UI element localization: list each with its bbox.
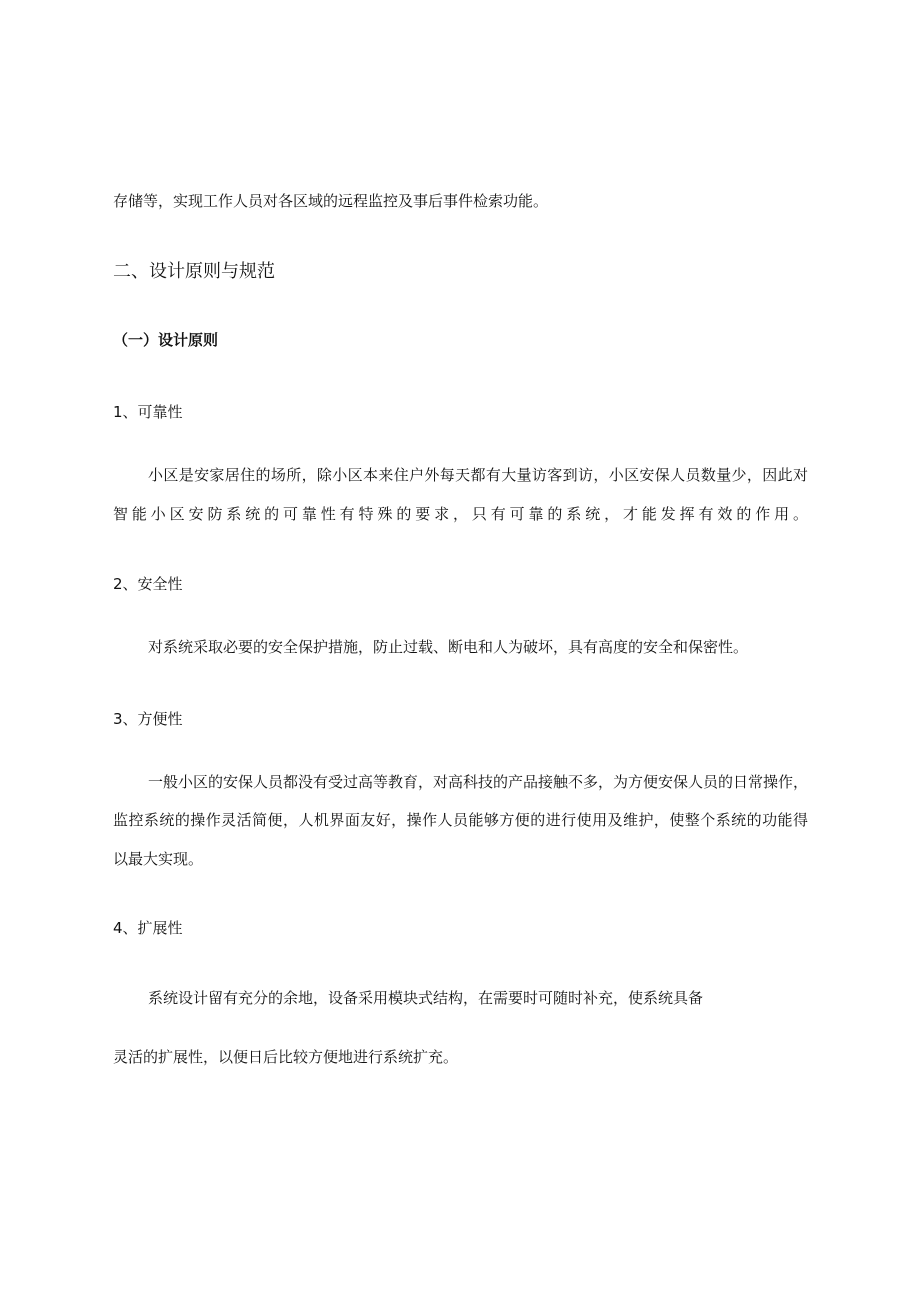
section-heading: 二、设计原则与规范	[113, 261, 275, 282]
convenience-paragraph-line-3: 以最大实现。	[113, 850, 204, 868]
reliability-paragraph-line-1: 小区是安家居住的场所，除小区本来住户外每天都有大量访客到访，小区安保人员数量少，因此对	[148, 466, 808, 484]
convenience-paragraph-line-1: 一般小区的安保人员都没有受过高等教育，对高科技的产品接触不多，为方便安保人员的日常操作，	[148, 773, 809, 791]
scalability-paragraph-line-2: 灵活的扩展性，以便日后比较方便地进行系统扩充。	[113, 1048, 459, 1066]
reliability-paragraph-line-2: 智能小区安防系统的可靠性有特殊的要求，只有可靠的系统，才能发挥有效的作用。	[113, 505, 808, 523]
item-heading-reliability: 1、可靠性	[113, 403, 183, 421]
convenience-paragraph-line-2: 监控系统的操作灵活简便，人机界面友好，操作人员能够方便的进行使用及维护，使整个系统的功能得	[113, 811, 808, 829]
paragraph-continuation-line: 存储等，实现工作人员对各区域的远程监控及事后事件检索功能。	[113, 192, 549, 210]
security-paragraph-line-1: 对系统采取必要的安全保护措施，防止过载、断电和人为破坏，具有高度的安全和保密性。	[148, 638, 749, 656]
scalability-paragraph-line-1: 系统设计留有充分的余地，设备采用模块式结构，在需要时可随时补充，使系统具备	[148, 989, 704, 1007]
item-heading-convenience: 3、方便性	[113, 710, 183, 728]
item-heading-scalability: 4、扩展性	[113, 919, 183, 937]
subsection-heading: （一）设计原则	[113, 331, 219, 349]
item-heading-security: 2、安全性	[113, 575, 183, 593]
